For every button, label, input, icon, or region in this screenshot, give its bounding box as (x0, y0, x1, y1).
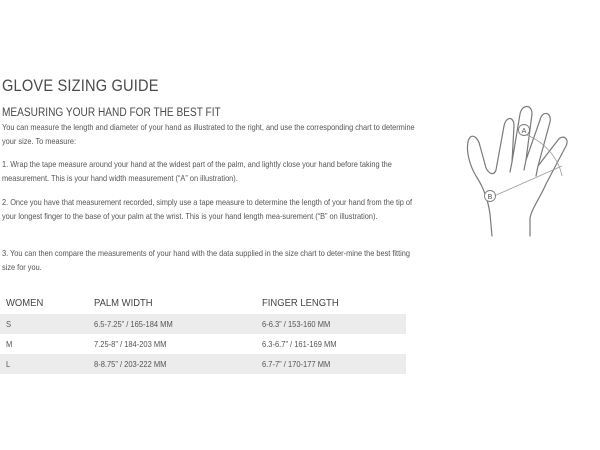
palm-width-cell: 6.5-7.25” / 165-184 MM (94, 320, 173, 329)
header-finger-length: FINGER LENGTH (262, 297, 339, 309)
size-table (0, 292, 406, 374)
header-women: WOMEN (6, 297, 44, 309)
size-cell: L (6, 360, 11, 369)
size-cell: S (6, 320, 12, 329)
finger-length-cell: 6.7-7” / 170-177 MM (262, 360, 331, 369)
label-b: B (487, 194, 493, 201)
palm-width-cell: 8-8.75” / 203-222 MM (94, 360, 167, 369)
finger-length-cell: 6.3-6.7” / 161-169 MM (262, 340, 337, 349)
table-header (0, 292, 406, 314)
table-row (0, 314, 406, 334)
header-palm-width: PALM WIDTH (94, 297, 153, 309)
page-title: GLOVE SIZING GUIDE (2, 76, 159, 95)
step-3-paragraph: 3. You can then compare the measurements of your hand with the data supplied in the size chart to deter-mine the best fitting size for you. (2, 249, 410, 272)
intro-paragraph: You can measure the length and diameter of your hand as illustrated to the right, and use the corresponding chart to determine your size. To measure: (2, 123, 415, 146)
label-a: A (521, 128, 527, 135)
section-subtitle: MEASURING YOUR HAND FOR THE BEST FIT (2, 107, 221, 119)
step-1-paragraph: 1. Wrap the tape measure around your hand at the widest part of the palm, and lightly close your hand before taking the measurement. This is your hand width measurement (“A” on illustration). (2, 160, 392, 183)
step-2-paragraph: 2. Once you have that measurement recorded, simply use a tape measure to determine the length of your hand from the tip of your longest finger to the base of your palm at the wrist. This is your hand length mea-surement (“B” on illustration). (2, 198, 413, 221)
size-cell: M (6, 340, 13, 349)
finger-length-cell: 6-6.3” / 153-160 MM (262, 320, 331, 329)
palm-width-cell: 7.25-8” / 184-203 MM (94, 340, 167, 349)
table-row (0, 354, 406, 374)
hand-outline-icon (462, 96, 596, 244)
table-row (0, 334, 406, 354)
